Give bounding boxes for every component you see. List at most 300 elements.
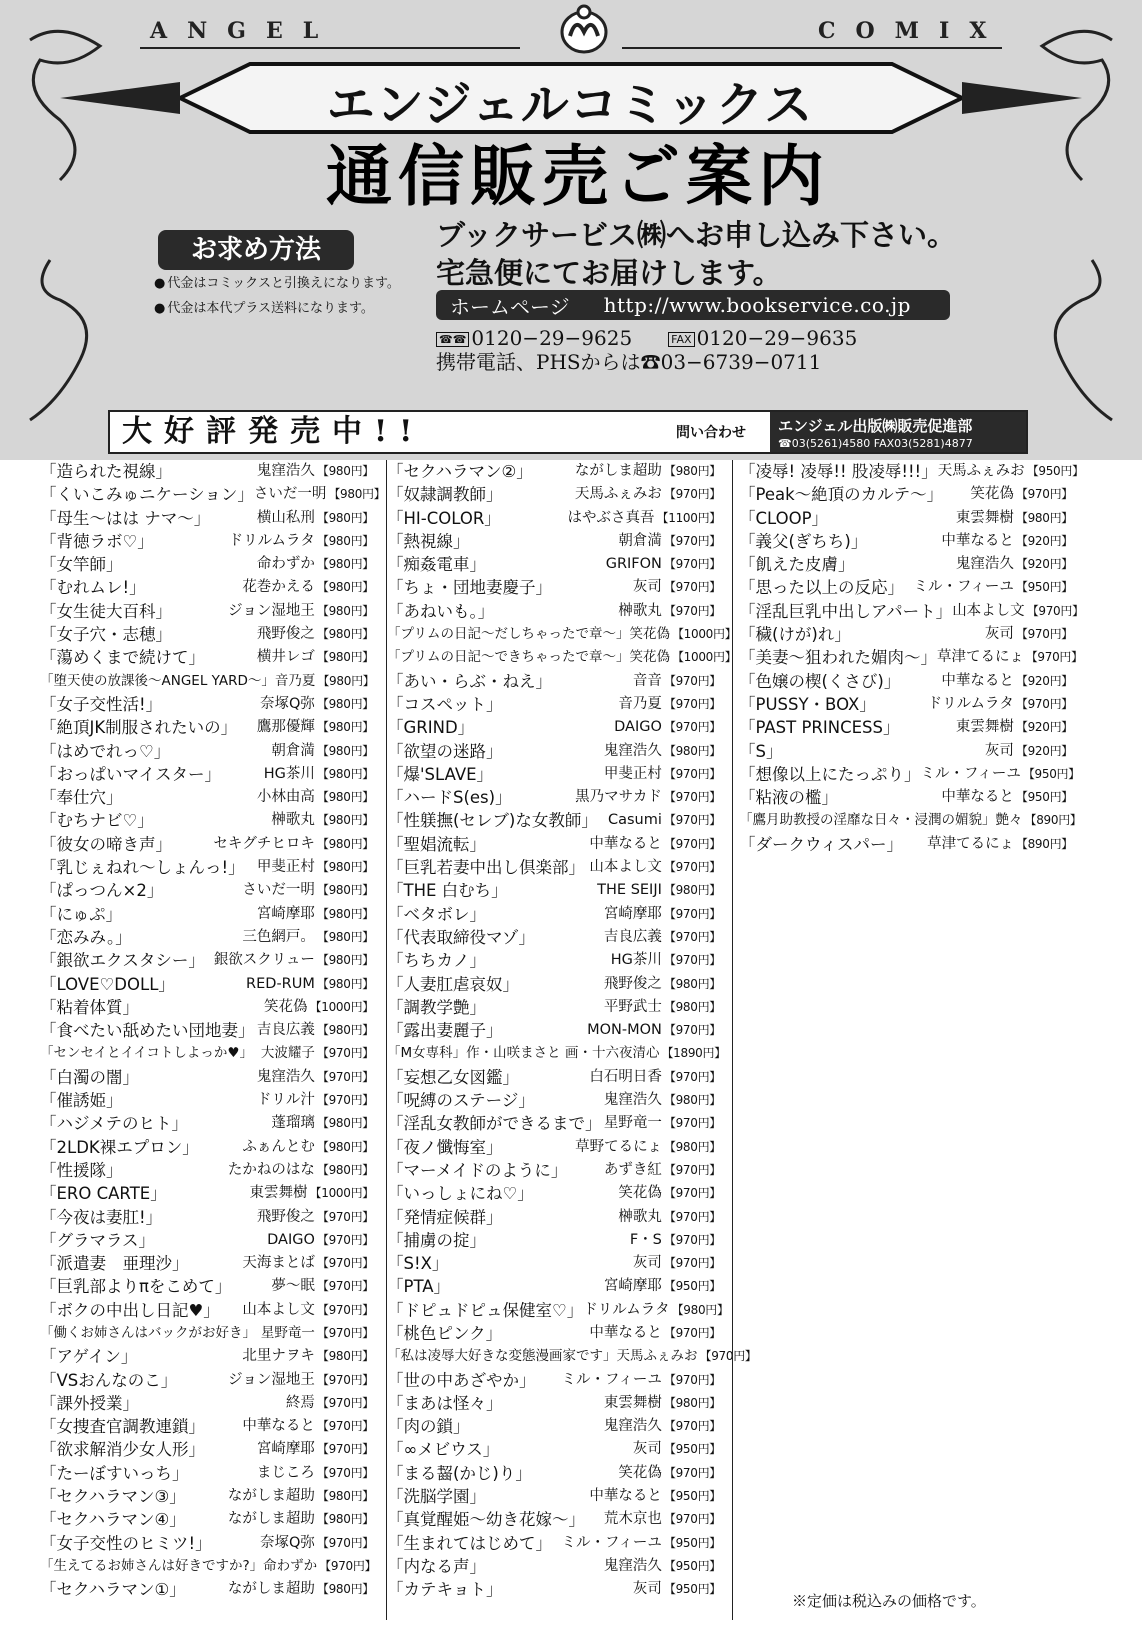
fax-number <box>668 326 857 350</box>
book-price: 【970円】 <box>316 1535 374 1550</box>
book-title: 「PUSSY・BOX」 <box>739 694 876 714</box>
book-price: 【970円】 <box>316 1442 374 1457</box>
book-title: 「性躾撫(セレブ)な女教師」 <box>387 811 598 831</box>
book-price: 【970円】 <box>663 1162 721 1177</box>
header <box>0 0 1142 460</box>
book-price: 【950円】 <box>1015 580 1073 595</box>
list-item <box>40 576 374 599</box>
list-item <box>387 809 721 832</box>
book-price: 【980円】 <box>316 883 374 898</box>
tel-number <box>436 326 632 350</box>
list-item <box>40 460 374 483</box>
list-item <box>40 1042 374 1065</box>
book-title: 「内なる声」 <box>387 1556 486 1576</box>
list-item <box>739 763 1080 786</box>
book-title: 「催誘姫」 <box>40 1091 123 1111</box>
book-title: 「夜ノ懺悔室」 <box>387 1137 503 1157</box>
book-title: 「色嬢の楔(くさび)」 <box>739 671 901 691</box>
book-title: 「絶頂JK制服されたいの」 <box>40 718 238 738</box>
book-author: 飛野俊之 <box>603 975 662 992</box>
book-author: 黒乃マサカド <box>575 789 662 806</box>
book-author: 白石明日香 <box>589 1068 662 1085</box>
list-item <box>387 1275 721 1298</box>
book-author: 中華なると <box>589 1488 662 1505</box>
brand-angel: ANGEL <box>150 18 339 44</box>
list-item <box>40 1252 374 1275</box>
book-price: 【1000円】 <box>671 650 737 665</box>
list-item <box>387 576 721 599</box>
book-title: 「奉仕穴」 <box>40 788 123 808</box>
book-author: 作・山咲まさと 画・十六夜清心 <box>466 1045 660 1062</box>
book-author: 笑花偽 <box>264 998 308 1015</box>
book-title: 「グラマラス」 <box>40 1230 156 1250</box>
book-title: 「粘液の檻」 <box>739 788 838 808</box>
book-title: 「飢えた皮膚」 <box>739 555 855 575</box>
book-price: 【970円】 <box>663 1325 721 1340</box>
book-title: 「いっしょにね♡」 <box>387 1184 534 1204</box>
book-author: 奈塚Q弥 <box>259 695 315 712</box>
book-price: 【970円】 <box>663 673 721 688</box>
list-item <box>40 1438 374 1461</box>
book-price: 【970円】 <box>316 1232 374 1247</box>
book-title: 「PTA」 <box>387 1277 451 1297</box>
book-author: 朝倉満 <box>271 742 315 759</box>
list-item <box>40 973 374 996</box>
book-price: 【970円】 <box>699 1349 757 1364</box>
order-method-label: お求め方法 <box>158 230 354 270</box>
book-price: 【980円】 <box>316 860 374 875</box>
book-price: 【980円】 <box>316 1162 374 1177</box>
book-price: 【980円】 <box>316 603 374 618</box>
list-item <box>739 530 1073 553</box>
book-price: 【970円】 <box>663 1256 721 1271</box>
book-author: 宮崎摩耶 <box>603 905 662 922</box>
book-author: THE SEIJI <box>597 882 662 899</box>
book-title: 「代表取締役マゾ」 <box>387 927 536 947</box>
book-author: さいだ一明 <box>242 882 315 899</box>
page-title: 通信販売ご案内 <box>326 137 830 215</box>
list-item <box>387 1206 721 1229</box>
book-title: 「ボクの中出し日記♥」 <box>40 1300 220 1320</box>
list-item <box>40 926 374 949</box>
book-title: 「くいこみゅニケーション」 <box>40 485 254 505</box>
list-item <box>40 530 374 553</box>
list-item <box>387 763 721 786</box>
book-author: 三色網戸。 <box>242 928 315 945</box>
book-price: 【980円】 <box>316 1582 374 1597</box>
list-item <box>40 1275 374 1298</box>
list-item <box>387 903 721 926</box>
list-item <box>40 1206 374 1229</box>
book-title: 「VSおんなのこ」 <box>40 1370 178 1390</box>
brand-comix: COMIX <box>818 18 1007 44</box>
list-item <box>387 1136 721 1159</box>
method-note <box>154 274 404 293</box>
book-author: 平野武士 <box>603 998 662 1015</box>
list-item <box>40 1182 374 1205</box>
list-item <box>387 1299 729 1322</box>
book-price: 【950円】 <box>663 1442 721 1457</box>
book-title: 「GRIND」 <box>387 718 475 738</box>
book-title: 「ハジメテのヒト」 <box>40 1114 189 1134</box>
book-price: 【980円】 <box>316 557 374 572</box>
method-note <box>154 299 404 318</box>
list-item <box>40 949 374 972</box>
book-price: 【980円】 <box>663 1395 721 1410</box>
book-title: 「たーぼすいっち」 <box>40 1463 189 1483</box>
book-author: 音乃夏 <box>274 672 316 689</box>
list-item <box>387 1555 721 1578</box>
book-author: 奈塚Q弥 <box>259 1534 315 1551</box>
book-title: 「奴隷調教師」 <box>387 485 503 505</box>
book-title: 「義父(ぎちち)」 <box>739 531 868 551</box>
list-item <box>739 646 1083 669</box>
book-title: 「穢(けが)れ」 <box>739 625 851 645</box>
book-author: 音音 <box>632 672 662 689</box>
list-item <box>387 833 721 856</box>
list-item <box>387 1485 721 1508</box>
book-price: 【1000円】 <box>309 999 374 1014</box>
book-title: 「S!X」 <box>387 1254 449 1274</box>
book-title: 「蕩めくまで続けて」 <box>40 648 205 668</box>
book-price: 【970円】 <box>663 1419 721 1434</box>
book-title: 「桃色ピンク」 <box>387 1323 503 1343</box>
book-title: 「呪縛のステージ」 <box>387 1091 535 1111</box>
list-item <box>40 1508 374 1531</box>
book-price: 【920円】 <box>1015 743 1073 758</box>
book-title: 「むちナビ♡」 <box>40 811 154 831</box>
book-title: 「女竿師」 <box>40 555 123 575</box>
list-item <box>387 1019 721 1042</box>
book-price: 【980円】 <box>316 836 374 851</box>
list-item <box>387 507 721 530</box>
book-price: 【970円】 <box>663 1116 721 1131</box>
book-title: 「にゅぷ」 <box>40 904 123 924</box>
book-author: ミル・フィーユ <box>561 1371 662 1388</box>
book-author: 草野てるにょ <box>575 1138 662 1155</box>
book-price: 【970円】 <box>1025 650 1083 665</box>
list-item <box>40 670 374 693</box>
list-item <box>40 763 374 786</box>
book-author: 天海まとば <box>242 1255 315 1272</box>
book-author: 鬼窪浩久 <box>603 742 662 759</box>
book-title: 「淫乱巨乳中出しアパート」 <box>739 601 953 621</box>
book-price: 【970円】 <box>316 1325 374 1340</box>
book-title: 「洗脳学園」 <box>387 1487 486 1507</box>
book-price: 【970円】 <box>316 1046 374 1061</box>
book-price: 【970円】 <box>316 1372 374 1387</box>
book-title: 「センセイとイイコトしよっか♥」 <box>40 1045 253 1062</box>
list-item <box>387 856 721 879</box>
book-title: 「爆'SLAVE」 <box>387 764 494 784</box>
book-price: 【970円】 <box>316 1069 374 1084</box>
list-item <box>387 1229 721 1252</box>
order-intro <box>436 216 1036 292</box>
book-author: たかねのはな <box>227 1161 315 1178</box>
book-title: 「背徳ラボ♡」 <box>40 531 154 551</box>
book-price: 【970円】 <box>316 1465 374 1480</box>
book-price: 【920円】 <box>1015 557 1073 572</box>
list-item <box>387 693 721 716</box>
list-item <box>739 809 1082 832</box>
book-title: 「女捜査官調教連鎖」 <box>40 1417 205 1437</box>
book-price: 【980円】 <box>316 1349 374 1364</box>
book-price: 【970円】 <box>1015 487 1073 502</box>
book-author: RED-RUM <box>246 975 315 992</box>
tax-note: ※定価は税込みの価格です。 <box>792 1592 986 1610</box>
list-item <box>40 623 374 646</box>
book-price: 【950円】 <box>663 1535 721 1550</box>
book-price: 【970円】 <box>316 1256 374 1271</box>
book-author: ながしま超助 <box>227 1511 315 1528</box>
book-price: 【980円】 <box>316 510 374 525</box>
list-item <box>40 1485 374 1508</box>
list-item <box>739 786 1073 809</box>
book-author: 灰司 <box>632 1581 662 1598</box>
book-title: 「カテキョト」 <box>387 1580 503 1600</box>
book-author: 星野竜一 <box>603 1115 662 1132</box>
book-title: 「食べたい舐めたい団地妻」 <box>40 1021 255 1041</box>
list-item <box>739 693 1073 716</box>
book-author: 北里ナヲキ <box>242 1348 315 1365</box>
book-author: 飛野俊之 <box>256 1208 315 1225</box>
book-title: 「想像以上にたっぷり」 <box>739 764 921 784</box>
book-price: 【970円】 <box>663 929 721 944</box>
method-note-text: 代金はコミックスと引換えになります。 <box>167 276 400 291</box>
list-item <box>40 786 374 809</box>
book-price: 【970円】 <box>1015 627 1073 642</box>
book-price: 【980円】 <box>663 464 721 478</box>
book-author: 東雲舞樹 <box>249 1185 308 1202</box>
book-title: 「人妻肛虐哀奴」 <box>387 974 519 994</box>
fax-value: 0120−29−9635 <box>696 326 858 350</box>
book-title: 「セクハラマン②」 <box>387 462 533 481</box>
book-author: 榊歌丸 <box>271 812 315 829</box>
catalog-column-1 <box>40 460 386 1620</box>
book-author: 山本よし文 <box>242 1301 315 1318</box>
book-title: 「はめでれっ♡」 <box>40 741 171 761</box>
book-title: 「むれムレ!」 <box>40 578 146 598</box>
book-title: 「まる齧(かじ)り」 <box>387 1463 532 1483</box>
book-title: 「あい・らぶ・ねえ」 <box>387 671 552 691</box>
book-title: 「女子交性のヒミツ!」 <box>40 1533 212 1553</box>
book-author: ふぁんとむ <box>242 1138 315 1155</box>
book-price: 【950円】 <box>1015 790 1073 805</box>
list-item <box>40 1369 374 1392</box>
book-price: 【970円】 <box>663 953 721 968</box>
book-author: 横井レゴ <box>256 649 315 666</box>
book-price: 【1890円】 <box>661 1046 726 1061</box>
list-item <box>40 879 374 902</box>
book-price: 【950円】 <box>663 1558 721 1573</box>
book-author: ジョン湿地王 <box>228 602 315 619</box>
book-price: 【970円】 <box>316 1279 374 1294</box>
list-item <box>739 623 1073 646</box>
list-item <box>387 1252 721 1275</box>
mobile-line: 携帯電話、PHSからは☎03−6739−0711 <box>436 350 822 374</box>
book-author: 灰司 <box>632 1441 662 1458</box>
book-author: 鷹那優輝 <box>256 719 315 736</box>
book-price: 【980円】 <box>1015 510 1073 525</box>
book-price: 【980円】 <box>316 766 374 781</box>
list-item <box>387 716 721 739</box>
book-title: 「生えてるお姉さんは好きですか?」 <box>40 1557 264 1574</box>
book-price: 【980円】 <box>316 1116 374 1131</box>
book-author: ドリルムラタ <box>927 695 1014 712</box>
list-item <box>40 1555 377 1578</box>
book-price: 【970円】 <box>663 860 721 875</box>
book-price: 【980円】 <box>316 929 374 944</box>
list-item <box>387 530 721 553</box>
book-author: 宮崎摩耶 <box>603 1278 662 1295</box>
book-author: ながしま超助 <box>227 1488 315 1505</box>
list-item <box>387 646 737 669</box>
book-author: HG茶川 <box>610 952 662 969</box>
book-price: 【950円】 <box>663 1489 721 1504</box>
list-item <box>739 670 1073 693</box>
book-author: 灰司 <box>632 1255 662 1272</box>
book-price: 【970円】 <box>1015 696 1073 711</box>
book-price: 【980円】 <box>316 696 374 711</box>
list-item <box>387 553 721 576</box>
book-author: 鬼窪浩久 <box>603 1418 662 1435</box>
homepage-url-link[interactable]: http://www.bookservice.co.jp <box>603 293 911 317</box>
book-price: 【970円】 <box>663 1372 721 1387</box>
tel-value: 0120−29−9625 <box>471 326 633 350</box>
list-item <box>387 1578 721 1601</box>
tel-icon: ☎☎ <box>436 332 469 347</box>
book-author: 鬼窪浩久 <box>256 1068 315 1085</box>
book-title: 「巨乳若妻中出し倶楽部」 <box>387 858 585 878</box>
book-title: 「欲求解消少女人形」 <box>40 1440 205 1460</box>
list-item <box>387 996 721 1019</box>
book-author: 灰司 <box>632 579 662 596</box>
book-price: 【980円】 <box>316 976 374 991</box>
book-title: 「凌辱! 凌辱!! 股凌辱!!!」 <box>739 462 938 481</box>
book-price: 【980円】 <box>663 743 721 758</box>
book-price: 【980円】 <box>663 883 721 898</box>
book-author: 小林由高 <box>256 789 315 806</box>
book-author: 銀欲スクリュー <box>213 952 315 969</box>
catalog-column-2 <box>386 460 757 1620</box>
catalog-column-3 <box>732 460 1084 1620</box>
book-title: 「セクハラマン③」 <box>40 1487 186 1507</box>
book-price: 【920円】 <box>1015 720 1073 735</box>
book-title: 「おっぱいマイスター」 <box>40 764 222 784</box>
book-author: 笑花偽 <box>629 649 670 666</box>
list-item <box>40 693 374 716</box>
book-author: 東雲舞樹 <box>955 509 1014 526</box>
bullet-icon: ● <box>154 276 166 291</box>
book-price: 【980円】 <box>316 906 374 921</box>
book-author: 笑花偽 <box>618 1185 662 1202</box>
book-title: 「セクハラマン①」 <box>40 1580 186 1600</box>
book-title: 「まあは怪々」 <box>387 1393 503 1413</box>
book-author: DAIGO <box>614 719 662 736</box>
list-item <box>739 600 1084 623</box>
book-price: 【970円】 <box>316 1302 374 1317</box>
book-price: 【970円】 <box>663 1186 721 1201</box>
list-item <box>387 1112 721 1135</box>
inquiry-label: 問い合わせ <box>676 425 746 441</box>
method-note-text: 代金は本代プラス送料になります。 <box>167 301 374 316</box>
book-title: 「女子交性活!」 <box>40 694 163 714</box>
book-price: 【920円】 <box>1015 533 1073 548</box>
book-price: 【980円】 <box>316 533 374 548</box>
book-title: 「ERO CARTE」 <box>40 1184 167 1204</box>
book-author: 蓬瑠璃 <box>271 1115 315 1132</box>
list-item <box>387 740 721 763</box>
list-item <box>387 1089 721 1112</box>
book-title: 「Peak〜絶頂のカルテ〜」 <box>739 485 944 505</box>
book-title: 「働くお姉さんはバックがお好き」 <box>40 1324 256 1341</box>
angel-comix-logo-icon <box>556 2 612 58</box>
list-item <box>387 786 721 809</box>
list-item <box>40 1532 374 1555</box>
bullet-icon: ● <box>154 301 166 316</box>
book-author: 中華なると <box>589 1324 662 1341</box>
book-title: 「真覚醒姫〜幼き花嫁〜」 <box>387 1510 585 1530</box>
book-price: 【970円】 <box>663 1512 721 1527</box>
sale-bar-title: 大好評発売中!! <box>122 414 425 449</box>
book-price: 【970円】 <box>316 1093 374 1108</box>
book-author: Casumi <box>607 812 662 829</box>
book-price: 【1000円】 <box>671 627 737 642</box>
book-author: セキグチヒロキ <box>213 835 315 852</box>
book-title: 「妄想乙女図鑑」 <box>387 1067 519 1087</box>
book-title: 「2LDK裸エプロン」 <box>40 1137 199 1157</box>
book-author: 星野竜一 <box>260 1324 315 1341</box>
book-title: 「痴姦電車」 <box>387 555 486 575</box>
book-author: 天馬ふぇみお <box>937 463 1025 479</box>
book-author: 荒木京也 <box>603 1511 662 1528</box>
book-title: 「女生徒大百科」 <box>40 601 172 621</box>
book-title: 「発情症候群」 <box>387 1207 503 1227</box>
list-item <box>387 1392 721 1415</box>
book-author: 飛野俊之 <box>256 626 315 643</box>
book-author: ドリルムラタ <box>228 532 315 549</box>
book-price: 【980円】 <box>328 487 386 502</box>
book-title: 「私は凌辱大好きな変態漫画家です」 <box>387 1348 617 1365</box>
book-title: 「性援隊」 <box>40 1160 123 1180</box>
list-item <box>387 973 721 996</box>
book-price: 【980円】 <box>663 1139 721 1154</box>
book-price: 【980円】 <box>316 790 374 805</box>
book-author: F・S <box>629 1231 662 1248</box>
list-item <box>387 926 721 949</box>
book-title: 「PAST PRINCESS」 <box>739 718 900 738</box>
list-item <box>387 1322 721 1345</box>
list-item <box>387 949 721 972</box>
list-item <box>387 879 721 902</box>
book-title: 「聖娼流転」 <box>387 834 486 854</box>
book-title: 「淫乱女教師ができるまで」 <box>387 1114 602 1134</box>
list-item <box>739 740 1073 763</box>
book-price: 【980円】 <box>316 720 374 735</box>
list-item <box>40 1019 374 1042</box>
book-title: 「熱視線」 <box>387 531 470 551</box>
book-price: 【970円】 <box>316 1209 374 1224</box>
list-item <box>40 740 374 763</box>
list-item <box>387 623 737 646</box>
book-title: 「恋みみ。」 <box>40 927 132 947</box>
catalog <box>40 460 1102 1620</box>
book-price: 【980円】 <box>663 976 721 991</box>
book-author: 鬼窪浩久 <box>603 1092 662 1109</box>
book-price: 【980円】 <box>316 580 374 595</box>
list-item <box>739 553 1073 576</box>
book-author: あずき紅 <box>603 1161 662 1178</box>
